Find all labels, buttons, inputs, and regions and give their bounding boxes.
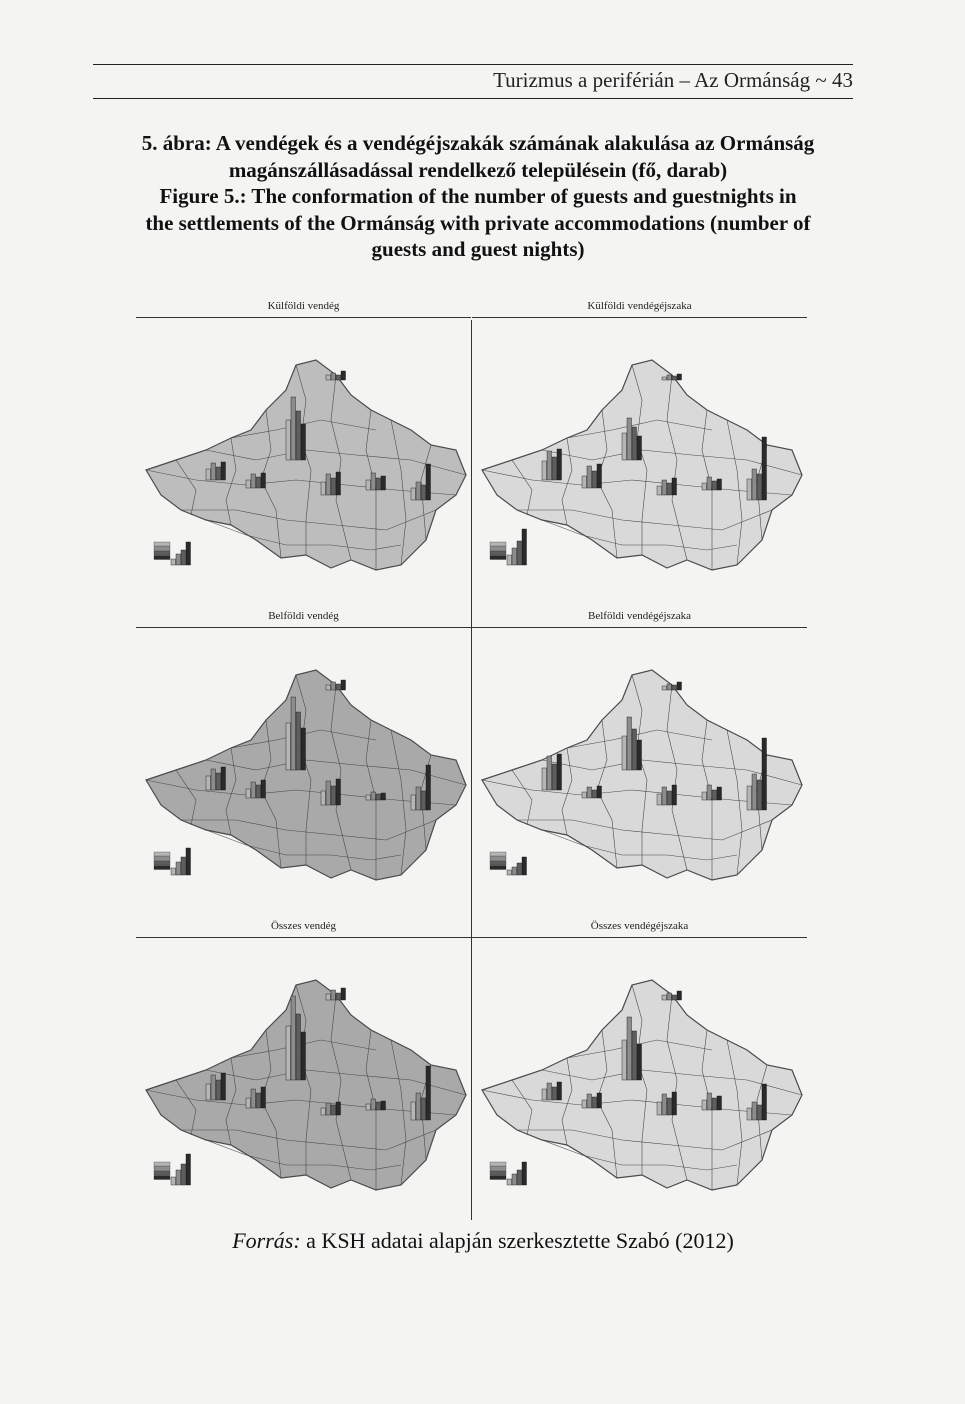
- bar-mark: [341, 988, 346, 1000]
- bar-mark: [211, 769, 216, 790]
- choropleth-map: [472, 320, 807, 600]
- bar-mark: [321, 482, 326, 495]
- source-text: a KSH adatai alapján szerkesztette Szabó (2012): [300, 1228, 734, 1253]
- bar-mark: [522, 529, 527, 565]
- bar-mark: [672, 785, 677, 805]
- bar-mark: [321, 1108, 326, 1115]
- bar-mark: [557, 754, 562, 790]
- bar-mark: [256, 785, 261, 798]
- bar-mark: [301, 1032, 306, 1080]
- bar-mark: [246, 1098, 251, 1108]
- legend-swatch: [490, 551, 506, 555]
- bar-mark: [762, 437, 767, 500]
- bar-mark: [326, 1103, 331, 1115]
- bar-mark: [752, 774, 757, 810]
- bar-mark: [301, 424, 306, 460]
- bar-mark: [291, 397, 296, 460]
- bar-mark: [512, 548, 517, 565]
- bar-mark: [582, 1100, 587, 1108]
- bar-mark: [286, 723, 291, 770]
- bar-mark: [331, 786, 336, 805]
- bar-mark: [296, 411, 301, 460]
- bar-mark: [176, 862, 181, 875]
- bar-mark: [421, 485, 426, 500]
- bar-mark: [331, 990, 336, 1000]
- bar-mark: [747, 786, 752, 810]
- bar-mark: [747, 1108, 752, 1120]
- choropleth-map: [136, 630, 471, 910]
- bar-mark: [286, 420, 291, 460]
- bar-mark: [171, 559, 176, 565]
- bar-mark: [632, 427, 637, 460]
- legend-swatch: [154, 1167, 170, 1171]
- bar-mark: [597, 1093, 602, 1108]
- header-rule-top: [93, 64, 853, 65]
- bar-mark: [672, 995, 677, 1000]
- bar-mark: [552, 764, 557, 790]
- bar-mark: [667, 1098, 672, 1115]
- panel-belfoldi-vendeg: [136, 610, 471, 910]
- legend-swatch: [490, 542, 506, 546]
- bar-mark: [672, 685, 677, 690]
- bar-mark: [542, 461, 547, 480]
- bar-mark: [336, 993, 341, 1000]
- bar-mark: [507, 870, 512, 875]
- caption-line-1: 5. ábra: A vendégek és a vendégéjszakák számának alakulása az Ormánság: [141, 131, 815, 155]
- bar-mark: [321, 791, 326, 805]
- bar-mark: [637, 740, 642, 770]
- panel-title: Belföldi vendégéjszaka: [588, 610, 691, 622]
- panel-rule: [136, 627, 471, 628]
- bar-mark: [707, 1093, 712, 1110]
- bar-mark: [336, 779, 341, 805]
- bar-mark: [672, 1092, 677, 1115]
- legend-swatch: [154, 1171, 170, 1175]
- bar-mark: [426, 1066, 431, 1120]
- bar-mark: [296, 712, 301, 770]
- bar-mark: [762, 1084, 767, 1120]
- bar-mark: [331, 682, 336, 690]
- bar-mark: [416, 787, 421, 810]
- bar-mark: [336, 684, 341, 690]
- source-label: Forrás:: [232, 1228, 301, 1253]
- bar-mark: [662, 995, 667, 1000]
- bar-mark: [657, 1102, 662, 1115]
- bar-mark: [216, 773, 221, 790]
- bar-mark: [176, 1170, 181, 1185]
- legend-swatch: [490, 556, 506, 560]
- bar-mark: [702, 483, 707, 490]
- figure-caption: [93, 130, 863, 263]
- bar-mark: [246, 480, 251, 488]
- panel-title: Összes vendég: [270, 920, 337, 932]
- bar-mark: [707, 785, 712, 800]
- bar-mark: [677, 682, 682, 690]
- bar-mark: [366, 795, 371, 800]
- panel-kulfoldi-vendegejszaka: [472, 300, 807, 600]
- bar-mark: [176, 554, 181, 565]
- bar-mark: [421, 791, 426, 810]
- legend-swatch: [154, 857, 170, 861]
- bar-mark: [752, 469, 757, 500]
- bar-mark: [326, 474, 331, 495]
- bar-mark: [426, 464, 431, 500]
- bar-mark: [592, 790, 597, 798]
- map-figure: [136, 300, 806, 1210]
- bar-mark: [186, 1154, 191, 1185]
- bar-mark: [672, 376, 677, 380]
- bar-mark: [667, 684, 672, 690]
- bar-mark: [672, 478, 677, 495]
- bar-mark: [206, 776, 211, 790]
- bar-mark: [597, 464, 602, 488]
- legend-swatch: [154, 542, 170, 546]
- bar-mark: [381, 793, 386, 800]
- bar-mark: [336, 472, 341, 495]
- panel-title: Belföldi vendég: [268, 610, 339, 622]
- bar-mark: [587, 787, 592, 798]
- bar-mark: [411, 1102, 416, 1120]
- bar-mark: [371, 792, 376, 800]
- bar-mark: [557, 449, 562, 480]
- legend-swatch: [490, 1167, 506, 1171]
- bar-mark: [552, 1087, 557, 1100]
- bar-mark: [331, 1105, 336, 1115]
- bar-mark: [181, 550, 186, 565]
- bar-mark: [411, 488, 416, 500]
- bar-mark: [627, 717, 632, 770]
- bar-mark: [291, 996, 296, 1080]
- bar-mark: [582, 792, 587, 798]
- bar-mark: [246, 789, 251, 798]
- bar-mark: [381, 1101, 386, 1110]
- bar-mark: [261, 1087, 266, 1108]
- bar-mark: [627, 1017, 632, 1080]
- bar-mark: [707, 477, 712, 490]
- caption-line-3: Figure 5.: The conformation of the number of guests and guestnights in: [159, 184, 797, 208]
- bar-mark: [376, 1102, 381, 1110]
- bar-mark: [547, 756, 552, 790]
- bar-mark: [592, 1097, 597, 1108]
- bar-mark: [622, 433, 627, 460]
- panel-osszes-vendegejszaka: [472, 920, 807, 1220]
- bar-mark: [667, 993, 672, 1000]
- panel-rule: [136, 317, 471, 318]
- bar-mark: [557, 1082, 562, 1100]
- caption-line-2: magánszállásadással rendelkező településein (fő, darab): [228, 157, 728, 182]
- bar-mark: [381, 476, 386, 490]
- bar-mark: [667, 375, 672, 380]
- bar-mark: [547, 1083, 552, 1100]
- bar-mark: [597, 786, 602, 798]
- legend-swatch: [490, 1171, 506, 1175]
- bar-mark: [757, 1105, 762, 1120]
- bar-mark: [662, 1094, 667, 1115]
- legend-swatch: [154, 1176, 170, 1180]
- bar-mark: [341, 371, 346, 380]
- bar-mark: [712, 790, 717, 800]
- bar-mark: [301, 728, 306, 770]
- bar-mark: [216, 467, 221, 480]
- bar-mark: [662, 787, 667, 805]
- legend-swatch: [490, 1162, 506, 1166]
- bar-mark: [757, 780, 762, 810]
- bar-mark: [256, 477, 261, 488]
- panel-osszes-vendeg: [136, 920, 471, 1220]
- bar-mark: [336, 1102, 341, 1115]
- bar-mark: [416, 482, 421, 500]
- bar-mark: [632, 1031, 637, 1080]
- legend-swatch: [490, 866, 506, 870]
- bar-mark: [366, 1104, 371, 1110]
- legend-swatch: [154, 852, 170, 856]
- bar-mark: [522, 857, 527, 875]
- bar-mark: [662, 480, 667, 495]
- running-title: Turizmus a periférián – Az Ormánság ~ 43: [493, 68, 853, 92]
- bar-mark: [326, 375, 331, 380]
- panel-title: Külföldi vendég: [267, 300, 340, 312]
- bar-mark: [667, 791, 672, 805]
- bar-mark: [517, 541, 522, 565]
- bar-mark: [622, 736, 627, 770]
- bar-mark: [637, 1044, 642, 1080]
- bar-mark: [366, 480, 371, 490]
- choropleth-map: [136, 320, 471, 600]
- bar-mark: [181, 1164, 186, 1185]
- bar-mark: [296, 1014, 301, 1080]
- bar-mark: [677, 374, 682, 380]
- bar-mark: [512, 867, 517, 875]
- legend-swatch: [154, 866, 170, 870]
- bar-mark: [662, 686, 667, 690]
- legend-swatch: [154, 551, 170, 555]
- bar-mark: [662, 377, 667, 380]
- source-note: [93, 1228, 873, 1254]
- panel-rule: [472, 317, 807, 318]
- bar-mark: [637, 436, 642, 460]
- bar-mark: [712, 481, 717, 490]
- bar-mark: [542, 768, 547, 790]
- bar-mark: [552, 457, 557, 480]
- bar-mark: [216, 1080, 221, 1100]
- bar-mark: [221, 767, 226, 790]
- bar-mark: [336, 375, 341, 380]
- bar-mark: [762, 738, 767, 810]
- choropleth-map: [136, 940, 471, 1220]
- bar-mark: [326, 685, 331, 690]
- legend-swatch: [154, 1162, 170, 1166]
- bar-mark: [622, 1040, 627, 1080]
- caption-line-4: the settlements of the Ormánság with private accommodations (number of: [145, 210, 811, 235]
- legend-swatch: [154, 556, 170, 560]
- legend-swatch: [154, 547, 170, 551]
- bar-mark: [582, 476, 587, 488]
- bar-mark: [507, 555, 512, 565]
- bar-mark: [181, 857, 186, 875]
- bar-mark: [286, 1026, 291, 1080]
- bar-mark: [507, 1179, 512, 1185]
- bar-mark: [221, 1073, 226, 1100]
- bar-mark: [702, 792, 707, 800]
- panel-kulfoldi-vendeg: [136, 300, 471, 600]
- bar-mark: [717, 479, 722, 490]
- bar-mark: [221, 462, 226, 480]
- bar-mark: [206, 469, 211, 480]
- bar-mark: [712, 1098, 717, 1110]
- bar-mark: [752, 1102, 757, 1120]
- bar-mark: [261, 780, 266, 798]
- bar-mark: [371, 473, 376, 490]
- bar-mark: [717, 787, 722, 800]
- bar-mark: [587, 466, 592, 488]
- bar-mark: [331, 478, 336, 495]
- panel-rule: [472, 937, 807, 938]
- bar-mark: [186, 848, 191, 875]
- choropleth-map: [472, 940, 807, 1220]
- legend-swatch: [490, 857, 506, 861]
- bar-mark: [657, 794, 662, 805]
- panel-rule: [472, 627, 807, 628]
- choropleth-map: [472, 630, 807, 910]
- bar-mark: [251, 782, 256, 798]
- bar-mark: [206, 1084, 211, 1100]
- caption-line-5: guests and guest nights): [371, 237, 585, 261]
- legend-swatch: [490, 547, 506, 551]
- bar-mark: [547, 451, 552, 480]
- bar-mark: [186, 542, 191, 565]
- header-rule-bottom: [93, 98, 853, 99]
- bar-mark: [341, 680, 346, 690]
- bar-mark: [326, 994, 331, 1000]
- bar-mark: [657, 486, 662, 495]
- legend-swatch: [490, 852, 506, 856]
- bar-mark: [542, 1089, 547, 1100]
- panel-title: Külföldi vendégéjszaka: [587, 300, 692, 312]
- bar-mark: [592, 471, 597, 488]
- bar-mark: [517, 1170, 522, 1185]
- bar-mark: [717, 1096, 722, 1110]
- bar-mark: [627, 418, 632, 460]
- bar-mark: [211, 1075, 216, 1100]
- panel-rule: [136, 937, 471, 938]
- bar-mark: [587, 1094, 592, 1108]
- bar-mark: [171, 1177, 176, 1185]
- bar-mark: [291, 697, 296, 770]
- bar-mark: [171, 868, 176, 875]
- bar-mark: [421, 1098, 426, 1120]
- bar-mark: [371, 1099, 376, 1110]
- bar-mark: [256, 1093, 261, 1108]
- bar-mark: [512, 1174, 517, 1185]
- bar-mark: [261, 473, 266, 488]
- bar-mark: [411, 795, 416, 810]
- bar-mark: [416, 1093, 421, 1120]
- bar-mark: [677, 991, 682, 1000]
- bar-mark: [426, 765, 431, 810]
- bar-mark: [211, 463, 216, 480]
- bar-mark: [702, 1100, 707, 1110]
- bar-mark: [251, 474, 256, 488]
- bar-mark: [747, 479, 752, 500]
- bar-mark: [517, 863, 522, 875]
- bar-mark: [251, 1089, 256, 1108]
- panel-title: Összes vendégéjszaka: [590, 920, 689, 932]
- bar-mark: [667, 483, 672, 495]
- bar-mark: [522, 1162, 527, 1185]
- bar-mark: [326, 781, 331, 805]
- bar-mark: [376, 794, 381, 800]
- legend-swatch: [490, 1176, 506, 1180]
- legend-swatch: [490, 861, 506, 865]
- bar-mark: [376, 478, 381, 490]
- panel-belfoldi-vendegejszaka: [472, 610, 807, 910]
- bar-mark: [331, 373, 336, 380]
- legend-swatch: [154, 861, 170, 865]
- bar-mark: [757, 474, 762, 500]
- bar-mark: [632, 729, 637, 770]
